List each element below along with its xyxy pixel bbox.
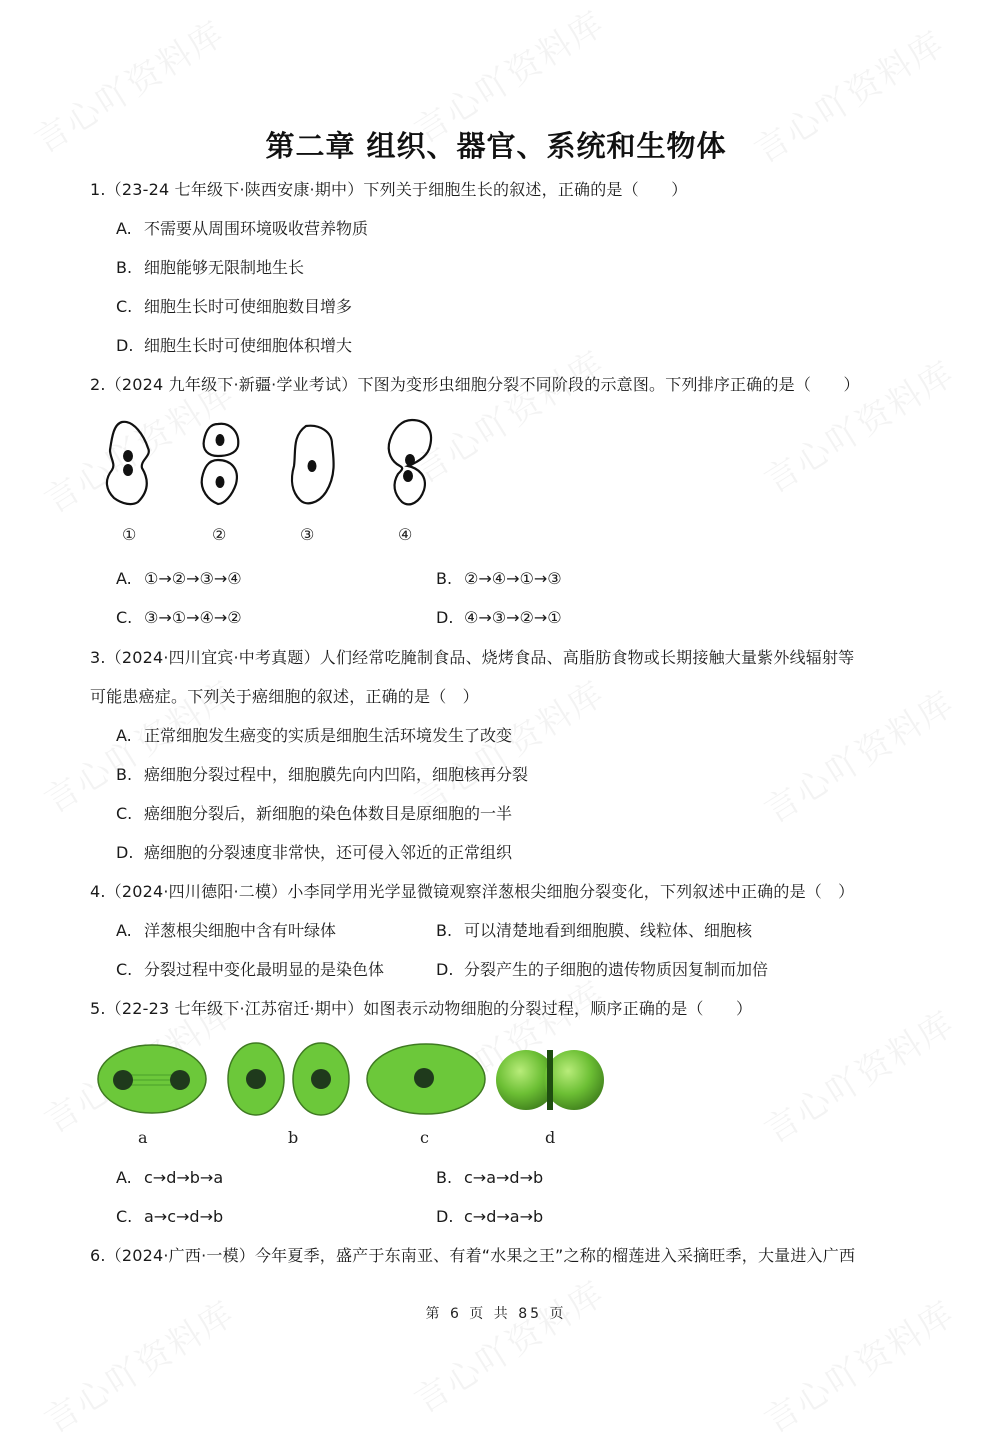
question-2-option-d	[436, 608, 562, 628]
question-2-option-c	[116, 608, 242, 628]
question-number: 1.	[90, 180, 106, 199]
question-number: 2.	[90, 375, 106, 394]
question-5-stem	[90, 999, 752, 1019]
option-text: 癌细胞分裂过程中，细胞膜先向内凹陷，细胞核再分裂	[144, 765, 529, 784]
question-2-option-b	[436, 569, 562, 589]
question-1-option-c	[116, 297, 352, 317]
question-3-option-a	[116, 726, 512, 746]
option-text: 可以清楚地看到细胞膜、线粒体、细胞核	[464, 921, 753, 940]
question-3-option-c	[116, 804, 512, 824]
option-label: C.	[116, 608, 133, 627]
question-2-stem	[90, 375, 860, 395]
watermark	[753, 996, 962, 1152]
option-label: D.	[116, 336, 134, 355]
option-text: ②→④→①→③	[464, 569, 562, 588]
question-5-option-d	[436, 1207, 543, 1227]
question-number: 3.	[90, 648, 106, 667]
option-text: 分裂过程中变化最明显的是染色体	[144, 960, 385, 979]
option-label: A.	[116, 726, 132, 745]
option-text: 不需要从周围环境吸收营养物质	[144, 219, 369, 238]
question-1-stem	[90, 180, 687, 200]
option-text: c→d→b→a	[144, 1168, 224, 1187]
question-4-option-d	[436, 960, 768, 980]
option-text: c→d→a→b	[464, 1207, 544, 1226]
question-number: 6.	[90, 1246, 106, 1265]
option-label: B.	[116, 258, 133, 277]
question-text: （2024·四川宜宾·中考真题）人们经常吃腌制食品、烧烤食品、高脂肪食物或长期接触大量紫外线辐射等	[105, 648, 855, 667]
option-label: D.	[436, 960, 454, 979]
question-number: 5.	[90, 999, 106, 1018]
question-text: （23-24 七年级下·陕西安康·期中）下列关于细胞生长的叙述，正确的是（ ）	[105, 180, 688, 199]
option-text: 分裂产生的子细胞的遗传物质因复制而加倍	[464, 960, 769, 979]
amoeba-division-figure	[100, 418, 440, 508]
figure-label-3: ③	[300, 525, 315, 544]
option-text: 洋葱根尖细胞中含有叶绿体	[144, 921, 337, 940]
option-label: A.	[116, 219, 132, 238]
figure-label-c: c	[420, 1128, 429, 1147]
question-1-option-d	[116, 336, 352, 356]
figure-label-b: b	[288, 1128, 299, 1147]
option-label: A.	[116, 921, 132, 940]
question-3-stem	[90, 648, 854, 668]
question-2-option-a	[116, 569, 242, 589]
option-text: 癌细胞分裂后，新细胞的染色体数目是原细胞的一半	[144, 804, 513, 823]
watermark	[403, 1266, 612, 1422]
question-4-option-b	[436, 921, 752, 941]
option-text: 细胞生长时可使细胞体积增大	[144, 336, 353, 355]
option-label: A.	[116, 569, 132, 588]
figure-label-2: ②	[212, 525, 227, 544]
question-text: （2024·四川德阳·二模）小李同学用光学显微镜观察洋葱根尖细胞分裂变化，下列叙述中正确的是（ ）	[105, 882, 855, 901]
option-text: a→c→d→b	[144, 1207, 224, 1226]
option-label: B.	[116, 765, 133, 784]
question-4-option-c	[116, 960, 384, 980]
option-text: ①→②→③→④	[144, 569, 242, 588]
page-number: 第 6 页 共 85 页	[425, 1306, 567, 1322]
option-text: ③→①→④→②	[144, 608, 242, 627]
watermark	[753, 676, 962, 832]
option-label: A.	[116, 1168, 132, 1187]
question-4-stem	[90, 882, 854, 902]
question-number: 4.	[90, 882, 106, 901]
option-text: 细胞生长时可使细胞数目增多	[144, 297, 353, 316]
question-text: （2024·广西·一模）今年夏季，盛产于东南亚、有着“水果之王”之称的榴莲进入采摘旺季，大量进入广西	[105, 1246, 856, 1265]
option-label: C.	[116, 1207, 133, 1226]
question-1-option-b	[116, 258, 304, 278]
option-label: C.	[116, 960, 133, 979]
option-text: c→a→d→b	[464, 1168, 544, 1187]
option-text: 癌细胞的分裂速度非常快，还可侵入邻近的正常组织	[144, 843, 513, 862]
option-label: C.	[116, 804, 133, 823]
figure-label-a: a	[138, 1128, 148, 1147]
question-3-stem-continued	[90, 687, 479, 707]
question-5-option-b	[436, 1168, 543, 1188]
option-label: D.	[436, 1207, 454, 1226]
option-label: D.	[436, 608, 454, 627]
question-3-option-b	[116, 765, 528, 785]
option-text: 细胞能够无限制地生长	[144, 258, 305, 277]
option-label: B.	[436, 921, 453, 940]
chapter-title: 第二章 组织、器官、系统和生物体	[265, 129, 727, 163]
question-text: （22-23 七年级下·江苏宿迁·期中）如图表示动物细胞的分裂过程，顺序正确的是（ ）	[105, 999, 753, 1018]
question-5-option-c	[116, 1207, 223, 1227]
animal-cell-division-figure	[94, 1042, 609, 1120]
option-text: ④→③→②→①	[464, 608, 562, 627]
question-3-option-d	[116, 843, 512, 863]
watermark	[753, 346, 962, 502]
figure-label-d: d	[545, 1128, 556, 1147]
question-text: 可能患癌症。下列关于癌细胞的叙述，正确的是（ ）	[90, 687, 479, 706]
question-text: （2024 九年级下·新疆·学业考试）下图为变形虫细胞分裂不同阶段的示意图。下列排序正确的是（ ）	[105, 375, 860, 394]
option-label: C.	[116, 297, 133, 316]
question-4-option-a	[116, 921, 336, 941]
question-1-option-a	[116, 219, 368, 239]
option-text: 正常细胞发生癌变的实质是细胞生活环境发生了改变	[144, 726, 513, 745]
option-label: B.	[436, 1168, 453, 1187]
figure-label-1: ①	[122, 525, 137, 544]
question-6-stem	[90, 1246, 855, 1266]
option-label: D.	[116, 843, 134, 862]
option-label: B.	[436, 569, 453, 588]
figure-label-4: ④	[398, 525, 413, 544]
question-5-option-a	[116, 1168, 223, 1188]
